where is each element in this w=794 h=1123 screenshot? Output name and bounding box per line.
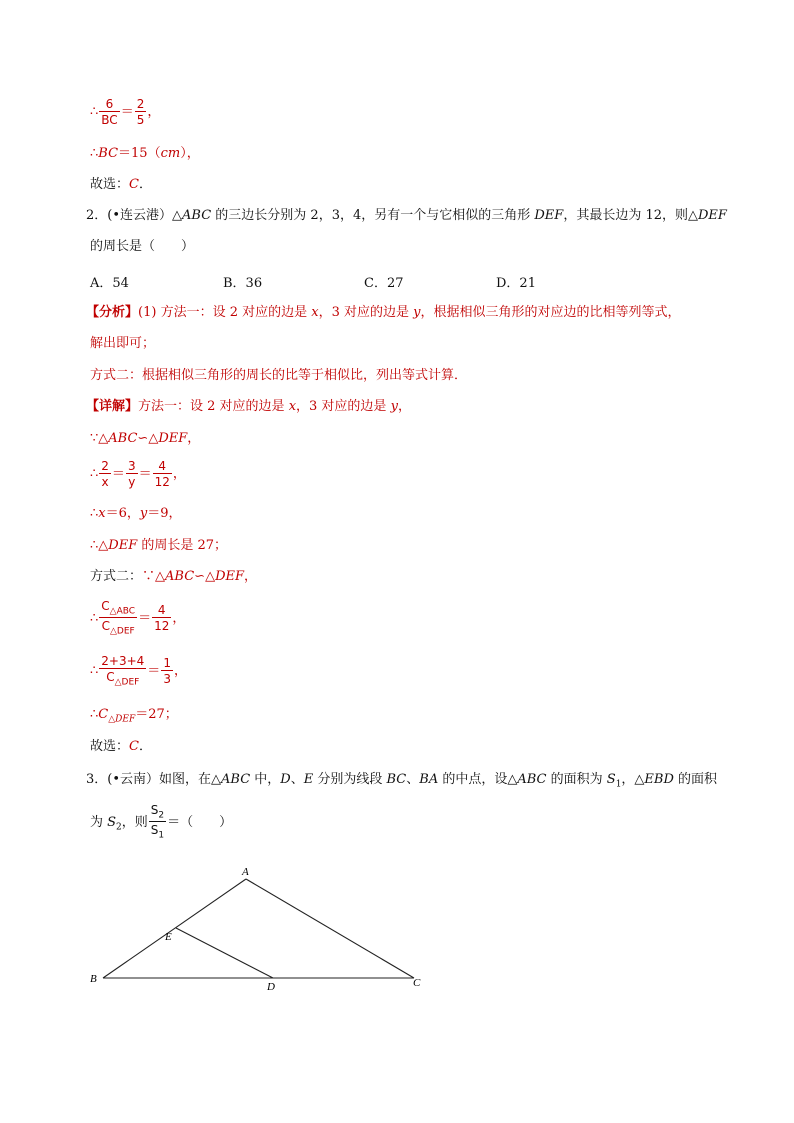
prev-ratio-line: ∴ $\frac{6}{BC}$ ＝ $\frac{2}{5}$ ， [90,97,161,127]
q2-xy-line: ∴x＝6，y＝9， [90,506,182,521]
q3-stem-line-1: 3．(•云南）如图，在△ABC 中，D、E 分别为线段 BC、BA 的中点，设△ABC 的面积为 $S_1$，△EBD 的面积 [86,772,718,790]
q2-choice-a: A．54 [90,276,129,291]
q2-answer-line: 故选：C． [90,739,152,754]
q2-analysis-line-1: 【分析】(1) 方法一：设 2 对应的边是 x，3 对应的边是 y，根据相似三角形的对应边的比相等列等式， [86,305,681,320]
q2-sum-line: ∴ $\frac{2+3+4}{C_{\triangle DEF}}$ ＝ $\frac{1}{3}$ ， [90,654,187,688]
prev-answer-line: 故选：C． [90,177,152,192]
vertex-label-d: D [267,981,275,993]
q2-method2-line: 方式二：∵△ABC∽△DEF， [90,569,258,584]
q2-choice-c: C．27 [364,276,404,291]
vertex-label-b: B [90,973,97,985]
q2-analysis-line-2: 解出即可； [90,336,156,351]
q2-final-line: $\therefore C_{\triangle DEF}=27$； [90,707,178,725]
q2-choice-d: D．21 [496,276,536,291]
q2-ratio-line: ∴ $\frac{2}{x}$ ＝ $\frac{3}{y}$ ＝ $\frac{4}{12}$ ， [90,459,186,489]
q3-area-ratio: $\frac{S_2}{S_1}$ [150,803,165,841]
q2-similar-line: ∵△ABC∽△DEF， [90,431,201,446]
vertex-label-c: C [413,977,421,989]
q2-choice-b: B．36 [223,276,263,291]
vertex-label-a: A [242,866,249,878]
q2-stem-line-1: 2．(•连云港）△ABC 的三边长分别为 2，3，4，另有一个与它相似的三角形 DEF，其最长边为 12，则△DEF [86,208,727,223]
q2-perimeter-line: ∴△DEF 的周长是 27； [90,538,228,553]
prev-bc-line: ∴BC＝15（cm）， [90,146,200,161]
q2-detail-line-1: 【详解】方法一：设 2 对应的边是 x，3 对应的边是 y， [86,399,411,414]
q2-stem-line-2: 的周长是（ ） [90,239,195,254]
q2-perimeter-ratio-line: ∴ $\frac{C_{\triangle ABC}}{C_{\triangle DEF}}$ ＝ $\frac{4}{12}$ ， [90,599,186,637]
q3-stem-line-2: 为 $S_2$，则 $\frac{S_2}{S_1}$ ＝（ ） [90,803,233,841]
q2-analysis-line-3: 方式二：根据相似三角形的周长的比等于相似比，列出等式计算． [90,368,468,383]
vertex-label-e: E [165,931,172,943]
